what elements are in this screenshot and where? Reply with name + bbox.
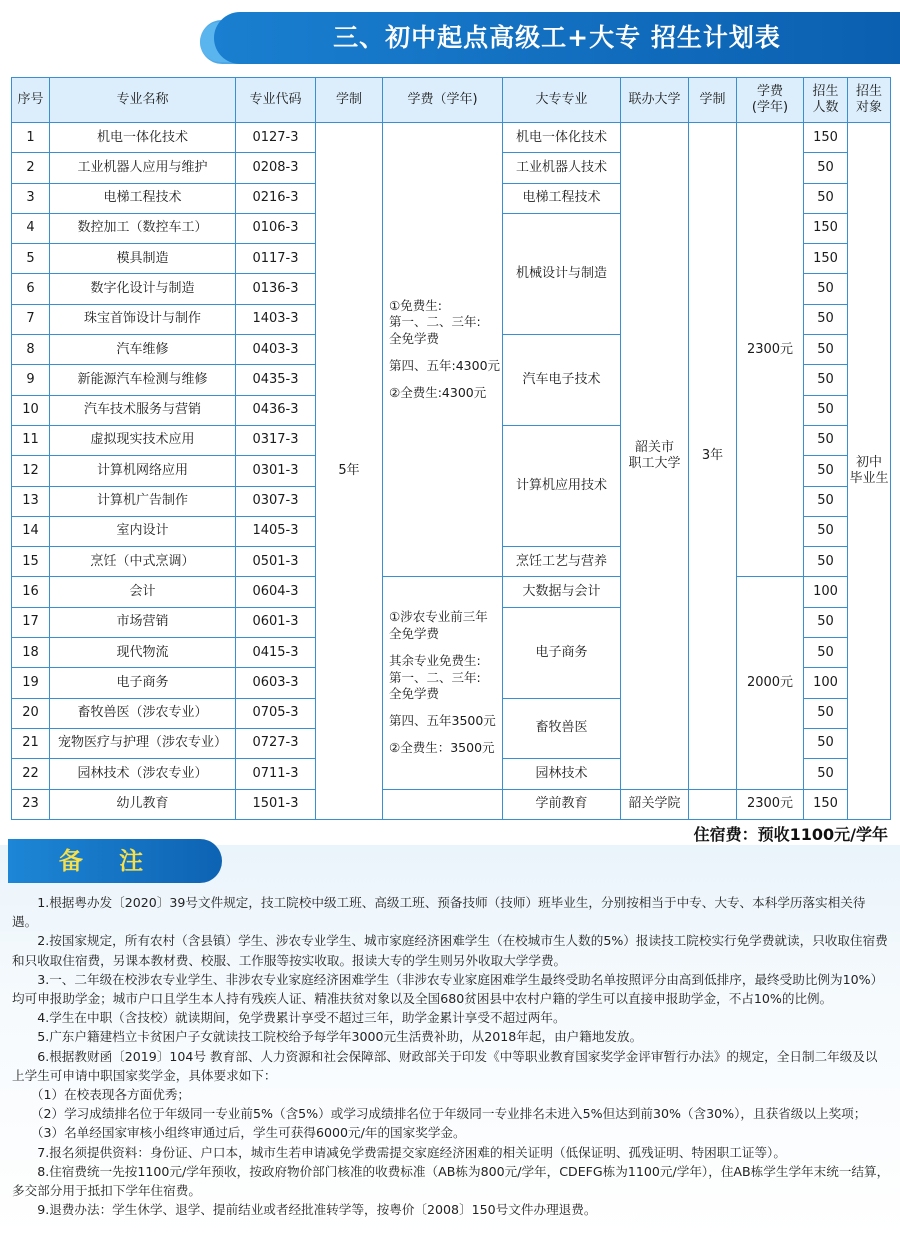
note-item: 5.广东户籍建档立卡贫困户子女就读技工院校给予每学年3000元生活费补助，从2018年起，由户籍地发放。 [37,1029,643,1045]
row-number: 15 [12,547,50,577]
major-code: 0603-3 [236,668,316,698]
note-item: （1）在校表现各方面优秀； [30,1087,191,1103]
enroll-count: 150 [804,244,848,274]
college-major: 大数据与会计 [503,577,621,607]
fee-line: ②全费生：3500元 [389,740,495,756]
header-cell: 专业名称 [50,78,236,123]
row-number: 10 [12,395,50,425]
fee-line: 全免学费 [389,625,440,641]
major-code: 0436-3 [236,395,316,425]
enroll-count: 50 [804,335,848,365]
row-number: 19 [12,668,50,698]
major-code: 0317-3 [236,425,316,455]
title-band [0,0,900,70]
row-number: 1 [12,123,50,153]
fee-line: 全免学费 [389,331,440,347]
enroll-count: 50 [804,728,848,758]
college-duration: 3年 [689,123,737,790]
row-number: 23 [12,789,50,819]
note-item: （2）学习成绩排名位于年级同一专业前5%（含5%）或学习成绩排名位于年级同一专业排名未进入5%但达到前30%（含30%），且获省级以上奖项； [30,1106,867,1122]
major-name: 烹饪（中式烹调） [50,547,236,577]
enroll-count: 50 [804,456,848,486]
target-students: 初中 毕业生 [848,123,891,820]
major-code: 0711-3 [236,759,316,789]
fee-cell-b [383,577,503,789]
major-name: 珠宝首饰设计与制作 [50,304,236,334]
major-name: 计算机广告制作 [50,486,236,516]
enroll-count: 100 [804,668,848,698]
notes-heading [8,839,222,883]
enroll-count: 50 [804,183,848,213]
major-name: 现代物流 [50,638,236,668]
fee-line: 其余专业免费生: [389,652,481,668]
major-name: 汽车维修 [50,335,236,365]
row-number: 17 [12,607,50,637]
enroll-count: 50 [804,425,848,455]
note-item: 8.住宿费统一先按1100元/学年预收，按政府物价部门核准的收费标准（AB栋为800元/学年，CDEFG栋为1100元/学年），住AB栋学生学年末统一结算，多交部分用于抵扣下学年住宿费。 [12,1163,890,1199]
college-major: 园林技术 [503,759,621,789]
table-row [12,789,891,819]
row-number: 3 [12,183,50,213]
major-code: 1405-3 [236,516,316,546]
college-major: 畜牧兽医 [503,698,621,759]
fee-line: 第一、二、三年: [389,669,481,685]
major-code: 1501-3 [236,789,316,819]
note-item: 9.退费办法：学生休学、退学、提前结业或者经批准转学等，按粤价〔2008〕150号文件办理退费。 [37,1202,597,1218]
major-name: 机电一体化技术 [50,123,236,153]
note-item: 4.学生在中职（含技校）就读期间，免学费累计享受不超过三年，助学金累计享受不超过两年。 [37,1010,566,1026]
major-code: 0727-3 [236,728,316,758]
fee-line: ①免费生: [389,297,442,313]
note-item: 1.根据粤办发〔2020〕39号文件规定，技工院校中级工班、高级工班、预备技师（技师）班毕业生，分别按相当于中专、大专、本科学历落实相关待遇。 [12,895,866,930]
title-bar [214,12,900,64]
major-name: 电子商务 [50,668,236,698]
college-fee: 2300元 [737,789,804,819]
enroll-count: 100 [804,577,848,607]
row-number: 14 [12,516,50,546]
major-code: 0307-3 [236,486,316,516]
major-code: 0106-3 [236,213,316,243]
header-cell: 学费（学年) [383,78,503,123]
major-code: 0127-3 [236,123,316,153]
partner-university: 韶关市 职工大学 [621,123,689,790]
major-name: 数控加工（数控车工） [50,213,236,243]
header-cell: 专业代码 [236,78,316,123]
row-number: 6 [12,274,50,304]
enroll-count: 50 [804,759,848,789]
major-code: 0403-3 [236,335,316,365]
row-number: 2 [12,153,50,183]
note-item: 3.一、二年级在校涉农专业学生、非涉农专业家庭经济困难学生（非涉农专业家庭困难学生最终受助名单按照评分由高到低排序，最终受助比例为10%）均可申报助学金；城市户口且学生本人持有残疾人证、精准扶贫对象以及全国680贫困县中农村户籍的学生可以直接申报助学金，不占10%的比例。 [12,971,884,1007]
enroll-count: 50 [804,153,848,183]
fee-cell-a [383,123,503,577]
major-name: 模具制造 [50,244,236,274]
major-code: 0415-3 [236,638,316,668]
fee-line [389,643,502,653]
note-item: （3）名单经国家审核小组终审通过后，学生可获得6000元/年的国家奖学金。 [30,1125,466,1141]
fee-line: 第四、五年3500元 [389,713,496,729]
fee-line [389,375,502,385]
major-code: 0604-3 [236,577,316,607]
header-cell: 招生 人数 [804,78,848,123]
major-name: 虚拟现实技术应用 [50,425,236,455]
college-major: 工业机器人技术 [503,153,621,183]
major-code: 0435-3 [236,365,316,395]
major-code: 0705-3 [236,698,316,728]
major-name: 数字化设计与制造 [50,274,236,304]
college-major: 计算机应用技术 [503,425,621,546]
major-name: 汽车技术服务与营销 [50,395,236,425]
fee-line: 第四、五年:4300元 [389,358,501,374]
fee-line [389,703,502,713]
enroll-count: 150 [804,789,848,819]
row-number: 16 [12,577,50,607]
notes-title: 备 注 [58,847,158,875]
header-cell: 招生 对象 [848,78,891,123]
enroll-count: 50 [804,698,848,728]
row-number: 20 [12,698,50,728]
row-number: 13 [12,486,50,516]
major-code: 0208-3 [236,153,316,183]
major-code: 1403-3 [236,304,316,334]
college-major: 机械设计与制造 [503,213,621,334]
major-name: 宠物医疗与护理（涉农专业） [50,728,236,758]
major-code: 0601-3 [236,607,316,637]
fee-line: 全免学费 [389,686,440,702]
major-name: 幼儿教育 [50,789,236,819]
row-number: 9 [12,365,50,395]
enroll-count: 150 [804,213,848,243]
enroll-count: 50 [804,274,848,304]
enroll-count: 50 [804,365,848,395]
enroll-count: 50 [804,516,848,546]
page-title: 三、初中起点高级工+大专 招生计划表 [333,23,781,52]
row-number: 12 [12,456,50,486]
fee-line: ②全费生:4300元 [389,385,487,401]
major-code: 0117-3 [236,244,316,274]
note-item: 7.报名须提供资料：身份证、户口本，城市生若申请减免学费需提交家庭经济困难的相关证明（低保证明、孤残证明、特困职工证等）。 [37,1144,786,1160]
header-row [12,78,891,123]
stay-fee: 住宿费：预收1100元/学年 [693,825,888,844]
row-number: 5 [12,244,50,274]
major-code: 0301-3 [236,456,316,486]
row-number: 22 [12,759,50,789]
major-code: 0216-3 [236,183,316,213]
major-name: 工业机器人应用与维护 [50,153,236,183]
enrollment-plan-table [11,77,891,820]
enroll-count: 50 [804,395,848,425]
major-name: 园林技术（涉农专业） [50,759,236,789]
header-cell: 学制 [689,78,737,123]
header-cell: 学费 (学年) [737,78,804,123]
enroll-count: 50 [804,486,848,516]
college-fee: 2000元 [737,577,804,789]
college-major: 学前教育 [503,789,621,819]
header-cell: 联办大学 [621,78,689,123]
major-name: 计算机网络应用 [50,456,236,486]
major-name: 畜牧兽医（涉农专业） [50,698,236,728]
fee-line: 第一、二、三年: [389,314,481,330]
row-number: 7 [12,304,50,334]
row-number: 11 [12,425,50,455]
notes-list [12,893,890,1219]
header-cell: 大专专业 [503,78,621,123]
major-name: 会计 [50,577,236,607]
college-major: 电梯工程技术 [503,183,621,213]
header-cell: 学制 [316,78,383,123]
college-major: 汽车电子技术 [503,335,621,426]
fee-line: ①涉农专业前三年 [389,608,488,624]
table-row [12,123,891,153]
partner-university: 韶关学院 [621,789,689,819]
row-number: 8 [12,335,50,365]
duration-cell: 5年 [316,123,383,820]
enroll-count: 50 [804,547,848,577]
college-duration-empty [689,789,737,819]
row-number: 21 [12,728,50,758]
major-name: 室内设计 [50,516,236,546]
enroll-count: 50 [804,607,848,637]
college-major: 电子商务 [503,607,621,698]
row-number: 18 [12,638,50,668]
header-cell: 序号 [12,78,50,123]
enroll-count: 50 [804,304,848,334]
college-major: 烹饪工艺与营养 [503,547,621,577]
major-code: 0136-3 [236,274,316,304]
fee-cell-empty [383,789,503,819]
major-name: 新能源汽车检测与维修 [50,365,236,395]
college-fee: 2300元 [737,123,804,577]
fee-line [389,348,502,358]
row-number: 4 [12,213,50,243]
enroll-count: 150 [804,123,848,153]
note-item: 2.按国家规定，所有农村（含县镇）学生、涉农专业学生、城市家庭经济困难学生（在校城市生人数的5%）报读技工院校实行免学费就读，只收取住宿费和只收取住宿费，另课本教材费、校服、工作服等按实收取。报读大专的学生则另外收取大学学费。 [12,933,888,968]
fee-line [389,730,502,740]
college-major: 机电一体化技术 [503,123,621,153]
enroll-count: 50 [804,638,848,668]
major-code: 0501-3 [236,547,316,577]
major-name: 市场营销 [50,607,236,637]
major-name: 电梯工程技术 [50,183,236,213]
note-item: 6.根据教财函〔2019〕104号 教育部、人力资源和社会保障部、财政部关于印发《中等职业教育国家奖学金评审暂行办法》的规定，全日制二年级及以上学生可申请中职国家奖学金，具体要求如下： [12,1048,878,1083]
table-row [12,577,891,607]
